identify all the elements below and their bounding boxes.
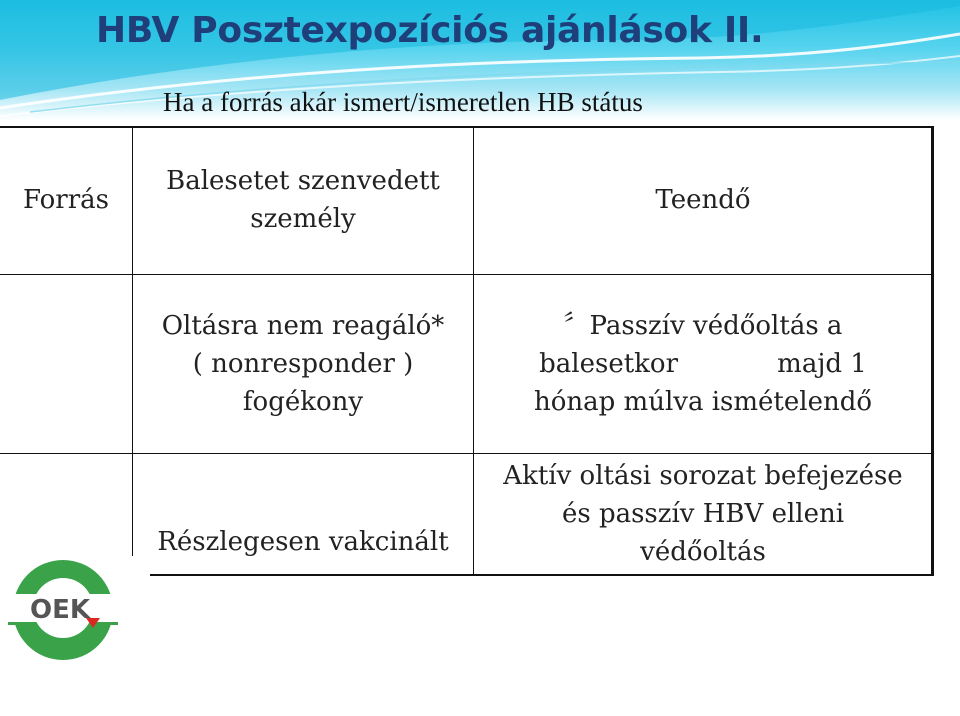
table-divider-1 [0,274,934,275]
row1-source [0,275,132,453]
row1-status-line3: fogékony [242,387,364,417]
page-title: HBV Posztexpozíciós ajánlások II. [96,10,764,51]
oek-logo [0,560,160,670]
table-col-divider-2 [473,126,474,576]
row2-status [133,454,473,574]
page-subtitle: Ha a forrás akár ismert/ismeretlen HB státus [163,87,643,117]
row1-action [474,275,932,453]
row1-status [133,275,473,453]
table-border-right [931,126,934,576]
table-col-divider-1 [132,126,133,556]
table-divider-2 [0,453,934,454]
row2-action-line1: Aktív oltási sorozat befejezése [503,461,903,491]
row1-action-line2: balesetkor majd 1 [539,349,867,379]
logo-text: OEK [30,595,91,625]
row2-action [474,454,932,574]
table-border-top [0,126,934,128]
row1-status-line2: ( nonresponder ) [192,349,414,379]
row2-source [0,454,132,574]
row1-action-line1: 〞Passzív védőoltás a [563,311,843,341]
recommendation-table [0,126,934,576]
header-victim [133,126,473,274]
row1-action-line3: hónap múlva ismételendő [534,387,872,417]
header-action [474,126,932,274]
header-victim-line1: Balesetet szenvedett [166,166,440,196]
row2-status-line1: Részlegesen vakcinált [157,527,449,557]
header-source [0,126,132,274]
row2-action-line3: védőoltás [640,537,766,567]
header-action-label: Teendő [655,185,751,215]
header-victim-line2: személy [250,204,356,234]
table-border-bottom [150,574,934,576]
row2-action-line2: és passzív HBV elleni [561,499,845,529]
row1-status-line1: Oltásra nem reagáló* [161,311,445,341]
header-source-label: Forrás [23,185,109,215]
